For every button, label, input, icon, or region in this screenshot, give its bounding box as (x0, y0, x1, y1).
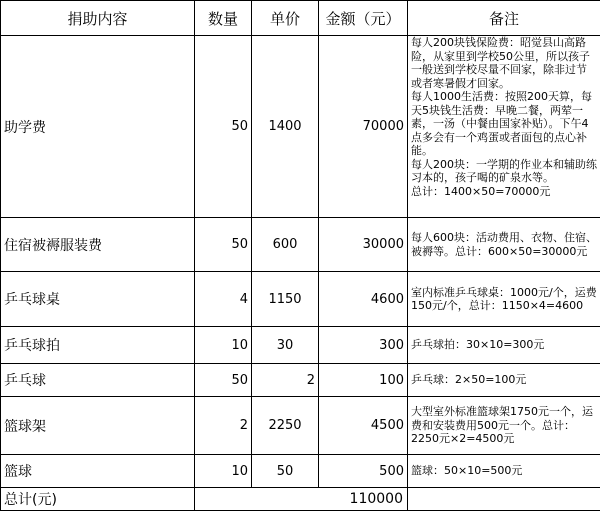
item-name: 乒乓球桌 (1, 272, 195, 327)
remark-line: 每人200块：一学期的作业本和辅助练习本的，孩子喝的矿泉水等。 (411, 157, 597, 184)
header-content: 捐助内容 (1, 1, 195, 36)
item-amount: 100 (319, 364, 408, 397)
table-row (1, 272, 600, 327)
item-unit-price: 600 (252, 218, 319, 272)
remark-line: 乒乓球：2×50=100元 (411, 373, 527, 387)
item-name: 篮球 (1, 455, 195, 488)
item-remarks (408, 455, 600, 488)
item-amount: 30000 (319, 218, 408, 272)
header-remarks: 备注 (408, 1, 600, 36)
item-name: 乒乓球 (1, 364, 195, 397)
total-amount: 110000 (195, 488, 408, 511)
item-amount: 4500 (319, 397, 408, 455)
item-quantity: 50 (195, 364, 252, 397)
table-row (1, 364, 600, 397)
item-amount: 500 (319, 455, 408, 488)
item-name: 篮球架 (1, 397, 195, 455)
table-row (1, 327, 600, 364)
item-unit-price: 2250 (252, 397, 319, 455)
item-quantity: 4 (195, 272, 252, 327)
header-unit-price: 单价 (252, 1, 319, 36)
item-quantity: 10 (195, 327, 252, 364)
remark-line: 大型室外标准篮球架1750元一个，运费和安装费用500元一个。总计：2250元×2=4500元 (411, 405, 593, 446)
remark-line: 总计：1400×50=70000元 (411, 184, 551, 198)
item-amount: 70000 (319, 36, 408, 218)
item-remarks (408, 36, 600, 218)
item-remarks (408, 397, 600, 455)
item-amount: 300 (319, 327, 408, 364)
item-unit-price: 1400 (252, 36, 319, 218)
item-quantity: 10 (195, 455, 252, 488)
table-row (1, 36, 600, 218)
remark-line: 每人600块：活动费用、衣物、住宿、被褥等。总计：600×50=30000元 (411, 231, 597, 258)
item-name: 乒乓球拍 (1, 327, 195, 364)
header-quantity: 数量 (195, 1, 252, 36)
header-row (1, 1, 600, 36)
total-row (1, 488, 600, 511)
item-unit-price: 50 (252, 455, 319, 488)
remark-line: 每人200块钱保险费：昭觉县山高路险，从家里到学校50公里，所以孩子一般送到学校尽量不回家，除非过节或者寒暑假才回家。 (411, 36, 590, 90)
total-label: 总计(元) (1, 488, 195, 511)
remark-line: 每人1000生活费：按照200天算，每天5块钱生活费：早晚二餐，两荤一素，一汤（中餐由国家补贴）。下午4点多会有一个鸡蛋或者面包的点心补能。 (411, 90, 592, 157)
total-remarks-empty (408, 488, 600, 511)
item-name: 住宿被褥服装费 (1, 218, 195, 272)
table-row (1, 218, 600, 272)
table-row (1, 397, 600, 455)
item-unit-price: 1150 (252, 272, 319, 327)
item-remarks (408, 218, 600, 272)
remark-line: 乒乓球拍：30×10=300元 (411, 338, 545, 352)
header-amount: 金额（元） (319, 1, 408, 36)
item-remarks (408, 272, 600, 327)
item-name: 助学费 (1, 36, 195, 218)
remark-line: 室内标准乒乓球桌：1000元/个，运费150元/个，总计：1150×4=4600 (411, 285, 597, 312)
item-quantity: 50 (195, 218, 252, 272)
item-quantity: 2 (195, 397, 252, 455)
item-remarks (408, 327, 600, 364)
remark-line: 篮球：50×10=500元 (411, 464, 523, 478)
item-amount: 4600 (319, 272, 408, 327)
item-unit-price: 2 (252, 364, 319, 397)
item-remarks (408, 364, 600, 397)
item-unit-price: 30 (252, 327, 319, 364)
item-quantity: 50 (195, 36, 252, 218)
table-row (1, 455, 600, 488)
